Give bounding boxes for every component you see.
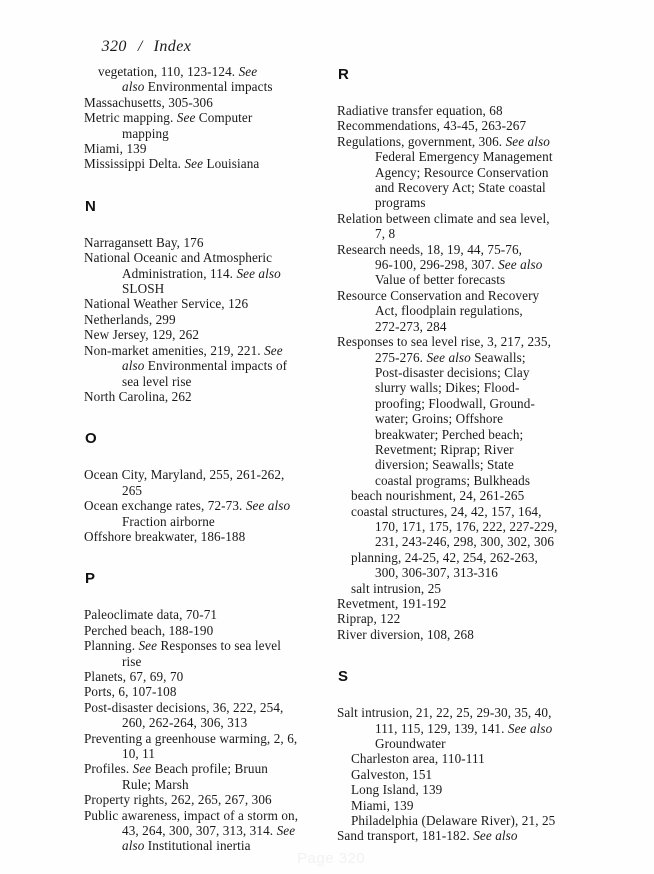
index-line: Massachusetts, 305-306 xyxy=(84,94,213,110)
index-line: Agency; Resource Conservation xyxy=(375,164,549,180)
index-line: Miami, 139 xyxy=(351,797,414,813)
section-heading-p: P xyxy=(85,570,96,588)
index-line: water; Groins; Offshore xyxy=(375,411,504,427)
index-line: Narragansett Bay, 176 xyxy=(84,234,204,250)
index-line: Revetment, 191-192 xyxy=(337,596,447,611)
index-line: Paleoclimate data, 70-71 xyxy=(84,607,218,623)
index-line: Miami, 139 xyxy=(84,141,147,157)
index-line: breakwater; Perched beach; xyxy=(375,426,524,442)
index-line: Ports, 6, 107-108 xyxy=(84,684,177,700)
index-line: Riprap, 122 xyxy=(337,611,401,627)
index-line: Research needs, 18, 19, 44, 75-76, xyxy=(337,241,523,257)
index-line: Planets, 67, 69, 70 xyxy=(84,668,184,684)
index-line: 260, 262-264, 306, 313 xyxy=(122,715,248,731)
index-line: slurry walls; Dikes; Flood- xyxy=(375,380,520,396)
index-line: Federal Emergency Management xyxy=(375,149,553,165)
index-line: Property rights, 262, 265, 267, 306 xyxy=(84,792,272,808)
section-heading-n: N xyxy=(85,197,96,215)
index-line: Sand transport, 181-182. See also xyxy=(337,828,518,844)
section-heading-s: S xyxy=(338,668,349,686)
index-line: Relation between climate and sea level, xyxy=(337,210,550,226)
index-line: 275-276. See also Seawalls; xyxy=(375,349,526,365)
index-line: and Recovery Act; State coastal xyxy=(375,180,546,196)
index-line: Planning. See Responses to sea level xyxy=(84,638,281,654)
index-line: 43, 264, 300, 307, 313, 314. See xyxy=(122,823,296,839)
index-line: Mississippi Delta. See Louisiana xyxy=(84,156,260,172)
index-line: Groundwater xyxy=(375,736,446,752)
section-heading-o: O xyxy=(85,430,97,448)
index-line: Administration, 114. See also xyxy=(122,265,281,281)
index-line: Responses to sea level rise, 3, 217, 235, xyxy=(337,334,551,350)
index-line: Post-disaster decisions, 36, 222, 254, xyxy=(84,699,284,715)
index-line: National Weather Service, 126 xyxy=(84,296,249,312)
index-line: 272-273, 284 xyxy=(375,318,447,334)
index-line: also Environmental impacts of xyxy=(122,358,288,374)
index-line: Ocean exchange rates, 72-73. See also xyxy=(84,498,291,514)
index-line: Fraction airborne xyxy=(122,513,215,529)
index-line: Offshore breakwater, 186-188 xyxy=(84,528,246,544)
index-line: rise xyxy=(122,653,142,669)
index-line: Public awareness, impact of a storm on, xyxy=(84,807,299,823)
index-line: Ocean City, Maryland, 255, 261-262, xyxy=(84,467,285,483)
index-line: Act, floodplain regulations, xyxy=(375,303,523,319)
index-line: Preventing a greenhouse warming, 2, 6, xyxy=(84,730,298,746)
page-title: Index xyxy=(153,38,192,55)
index-line: 265 xyxy=(122,482,143,498)
index-line: Value of better forecasts xyxy=(375,272,506,288)
index-line: 96-100, 296-298, 307. See also xyxy=(375,257,543,273)
index-line: Regulations, government, 306. See also xyxy=(337,133,550,149)
index-line: mapping xyxy=(122,125,169,141)
index-line: planning, 24-25, 42, 254, 262-263, xyxy=(351,549,538,565)
index-line: Perched beach, 188-190 xyxy=(84,622,214,638)
index-line: 231, 243-246, 298, 300, 302, 306 xyxy=(375,534,555,550)
index-line: North Carolina, 262 xyxy=(84,388,192,404)
running-head-separator: / xyxy=(137,38,143,55)
index-line: sea level rise xyxy=(122,373,192,389)
index-line: River diversion, 108, 268 xyxy=(337,626,474,642)
index-line: Long Island, 139 xyxy=(351,782,443,798)
index-line: 170, 171, 175, 176, 222, 227-229, xyxy=(375,518,558,534)
index-line: beach nourishment, 24, 261-265 xyxy=(351,488,525,504)
index-line: Charleston area, 110-111 xyxy=(351,751,485,767)
left-column xyxy=(84,64,336,854)
index-line: proofing; Floodwall, Ground- xyxy=(375,395,535,411)
index-line: Resource Conservation and Recovery xyxy=(337,287,540,303)
section-heading-r: R xyxy=(338,66,349,83)
index-line: Galveston, 151 xyxy=(351,766,433,782)
index-line: Revetment; Riprap; River xyxy=(375,441,514,457)
index-line: 111, 115, 129, 139, 141. See also xyxy=(375,720,553,736)
right-column xyxy=(337,64,637,844)
index-line: New Jersey, 129, 262 xyxy=(84,327,200,343)
index-line: Profiles. See Beach profile; Bruun xyxy=(84,761,268,777)
index-line: also Environmental impacts xyxy=(122,79,273,95)
index-line: also Institutional inertia xyxy=(122,838,251,854)
index-line: SLOSH xyxy=(122,281,165,297)
index-line: diversion; Seawalls; State xyxy=(375,457,514,473)
index-line: 10, 11 xyxy=(122,746,156,761)
page-number: 320 xyxy=(101,38,127,55)
index-line: salt intrusion, 25 xyxy=(351,580,442,596)
index-line: 300, 306-307, 313-316 xyxy=(375,565,498,581)
index-line: Radiative transfer equation, 68 xyxy=(337,103,503,118)
index-line: Netherlands, 299 xyxy=(84,311,176,327)
index-line: Salt intrusion, 21, 22, 25, 29-30, 35, 40, xyxy=(337,705,552,721)
index-line: Metric mapping. See Computer xyxy=(84,110,253,126)
index-line: Post-disaster decisions; Clay xyxy=(375,364,530,380)
page-watermark: Page 320 xyxy=(297,850,366,867)
index-line: coastal programs; Bulkheads xyxy=(375,472,531,488)
index-line: Non-market amenities, 219, 221. See xyxy=(84,342,283,358)
index-line: Rule; Marsh xyxy=(122,776,189,792)
index-line: coastal structures, 24, 42, 157, 164, xyxy=(351,503,542,519)
index-line: Philadelphia (Delaware River), 21, 25 xyxy=(351,813,556,829)
index-line: National Oceanic and Atmospheric xyxy=(84,250,273,266)
index-line: programs xyxy=(375,195,426,211)
index-line: Recommendations, 43-45, 263-267 xyxy=(337,118,527,134)
index-line: vegetation, 110, 123-124. See xyxy=(98,64,258,79)
index-line: 7, 8 xyxy=(375,226,396,242)
